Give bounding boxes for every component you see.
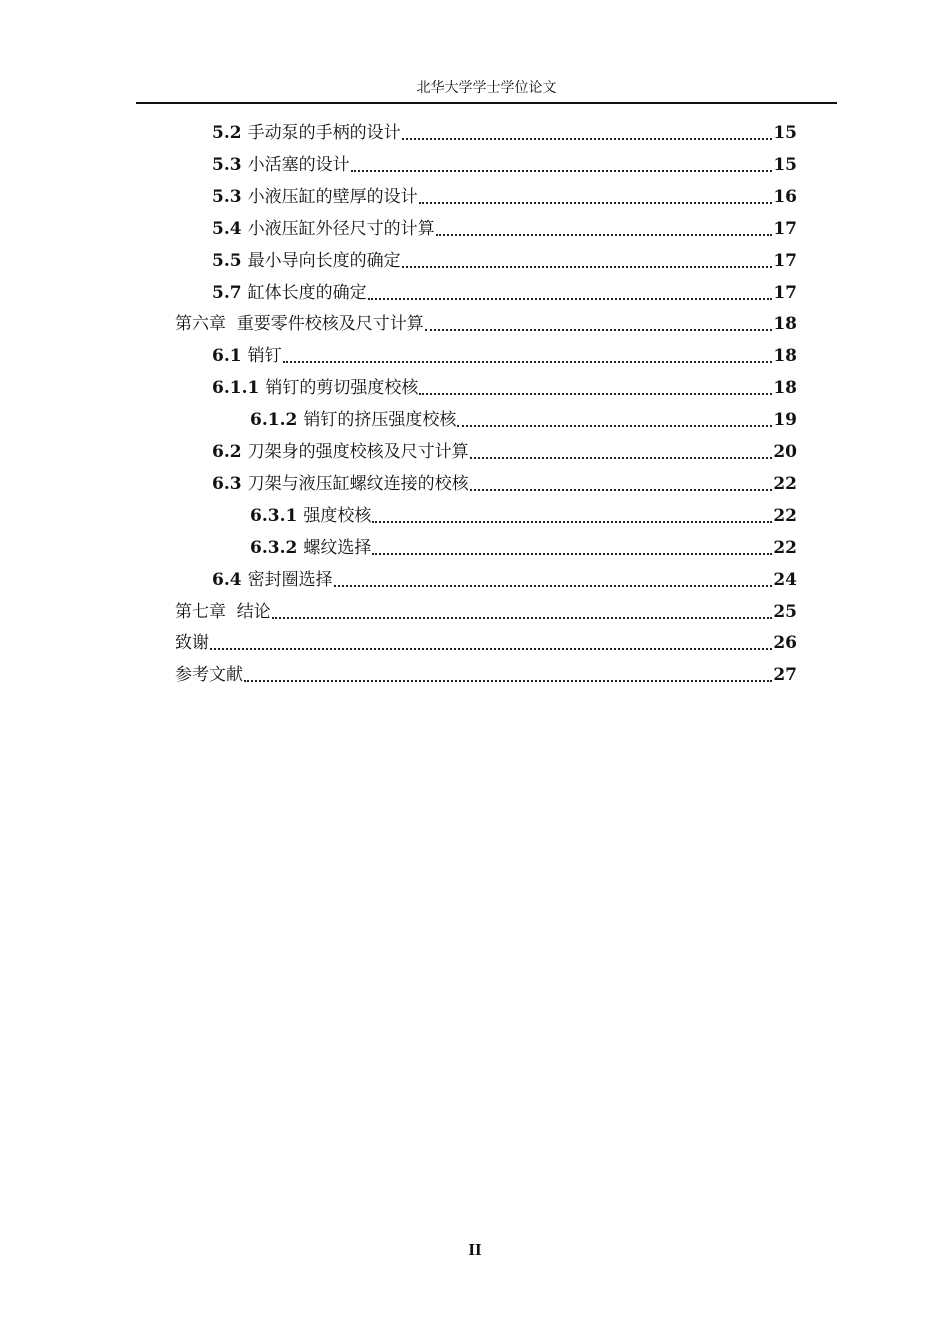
toc-entry-page: 24 — [773, 569, 797, 590]
toc-dot-leader — [368, 297, 773, 300]
toc-entry-page: 18 — [773, 346, 797, 367]
toc-entry-number: 6.1.2 — [250, 410, 298, 431]
toc-entry[interactable] — [250, 533, 797, 559]
toc-entry[interactable] — [212, 118, 797, 144]
toc-entry[interactable] — [212, 150, 797, 176]
toc-entry-title: 致谢 — [175, 633, 209, 654]
toc-entry-page: 18 — [773, 314, 797, 335]
toc-entry-page: 17 — [773, 250, 797, 271]
toc-entry-number: 6.1 — [212, 346, 242, 367]
toc-entry[interactable] — [212, 437, 797, 463]
toc-dot-leader — [457, 424, 772, 427]
toc-entry[interactable] — [175, 628, 797, 654]
toc-entry-number: 5.4 — [212, 218, 242, 239]
toc-entry-title: 刀架与液压缸螺纹连接的校核 — [247, 473, 469, 494]
toc-entry-page: 17 — [773, 282, 797, 303]
toc-dot-leader — [425, 328, 773, 331]
toc-entry-page: 15 — [773, 123, 797, 143]
toc-dot-leader — [402, 265, 773, 268]
toc-entry-title: 刀架身的强度校核及尺寸计算 — [247, 442, 469, 462]
toc-dot-leader — [283, 360, 773, 363]
toc-entry-number: 6.3.1 — [250, 505, 298, 526]
toc-entry-title: 缸体长度的确定 — [247, 282, 367, 303]
toc-entry-title: 小液压缸的壁厚的设计 — [247, 186, 418, 207]
toc-entry[interactable] — [212, 246, 797, 272]
toc-entry-number: 5.5 — [212, 250, 242, 271]
toc-entry-title: 螺纹选择 — [303, 537, 372, 558]
toc-dot-leader — [210, 647, 772, 650]
toc-entry-number: 6.1.1 — [212, 378, 260, 399]
toc-entry[interactable] — [212, 214, 797, 240]
toc-dot-leader — [470, 488, 773, 491]
toc-entry[interactable] — [250, 501, 797, 527]
toc-entry-number: 5.2 — [212, 123, 242, 143]
toc-entry-title: 小活塞的设计 — [247, 154, 350, 175]
toc-dot-leader — [244, 679, 772, 682]
toc-entry-page: 18 — [773, 378, 797, 399]
toc-entry-page: 16 — [773, 186, 797, 207]
toc-entry-title: 密封圈选择 — [247, 569, 333, 590]
toc-entry-number: 6.3.2 — [250, 537, 298, 558]
toc-entry[interactable] — [212, 469, 797, 495]
toc-dot-leader — [272, 616, 773, 619]
toc-entry-number: 5.7 — [212, 282, 242, 303]
toc-entry[interactable] — [175, 597, 797, 623]
toc-entry-page: 17 — [773, 218, 797, 239]
toc-entry-page: 27 — [773, 665, 797, 686]
toc-entry-title: 手动泵的手柄的设计 — [247, 123, 401, 143]
toc-entry[interactable] — [212, 278, 797, 304]
toc-dot-leader — [436, 233, 773, 236]
toc-entry[interactable] — [175, 309, 797, 335]
toc-dot-leader — [470, 456, 773, 459]
toc-entry-title: 参考文献 — [175, 665, 243, 686]
toc-entry-page: 25 — [773, 601, 797, 622]
toc-entry-page: 15 — [773, 154, 797, 175]
toc-entry-number: 6.3 — [212, 473, 242, 494]
toc-entry-title: 销钉的挤压强度校核 — [303, 410, 457, 431]
toc-dot-leader — [372, 520, 772, 523]
toc-dot-leader — [334, 584, 773, 587]
toc-entry-title: 第七章 结论 — [175, 601, 271, 622]
toc-entry[interactable] — [212, 341, 797, 367]
toc-entry-title: 强度校核 — [303, 505, 372, 526]
toc-entry-page: 20 — [773, 442, 797, 462]
toc-entry-number: 6.2 — [212, 442, 242, 462]
toc-entry-title: 小液压缸外径尺寸的计算 — [247, 218, 435, 239]
running-header — [136, 78, 837, 104]
toc-entry-title: 最小导向长度的确定 — [247, 250, 401, 271]
toc-entry-page: 22 — [773, 473, 797, 494]
toc-entry-page: 19 — [773, 410, 797, 431]
toc-entry-title: 销钉 — [247, 346, 282, 367]
toc-entry[interactable] — [175, 660, 797, 686]
toc-entry-number: 6.4 — [212, 569, 242, 590]
toc-entry-number: 5.3 — [212, 154, 242, 175]
header-title: 北华大学学士学位论文 — [416, 80, 557, 96]
toc-dot-leader — [402, 137, 773, 140]
toc-entry-title: 销钉的剪切强度校核 — [265, 378, 419, 399]
toc-entry-page: 22 — [773, 537, 797, 558]
toc-dot-leader — [351, 169, 773, 172]
toc-entry[interactable] — [212, 182, 797, 208]
toc-entry-number: 5.3 — [212, 186, 242, 207]
toc-dot-leader — [419, 392, 772, 395]
toc-entry[interactable] — [212, 373, 797, 399]
toc-entry-page: 22 — [773, 505, 797, 526]
toc-entry[interactable] — [212, 565, 797, 591]
toc-entry-page: 26 — [773, 633, 797, 654]
page-number: II — [468, 1240, 482, 1259]
toc-dot-leader — [372, 552, 772, 555]
toc-entry-title: 第六章 重要零件校核及尺寸计算 — [175, 314, 424, 335]
toc-dot-leader — [419, 201, 773, 204]
toc-entry[interactable] — [250, 405, 797, 431]
